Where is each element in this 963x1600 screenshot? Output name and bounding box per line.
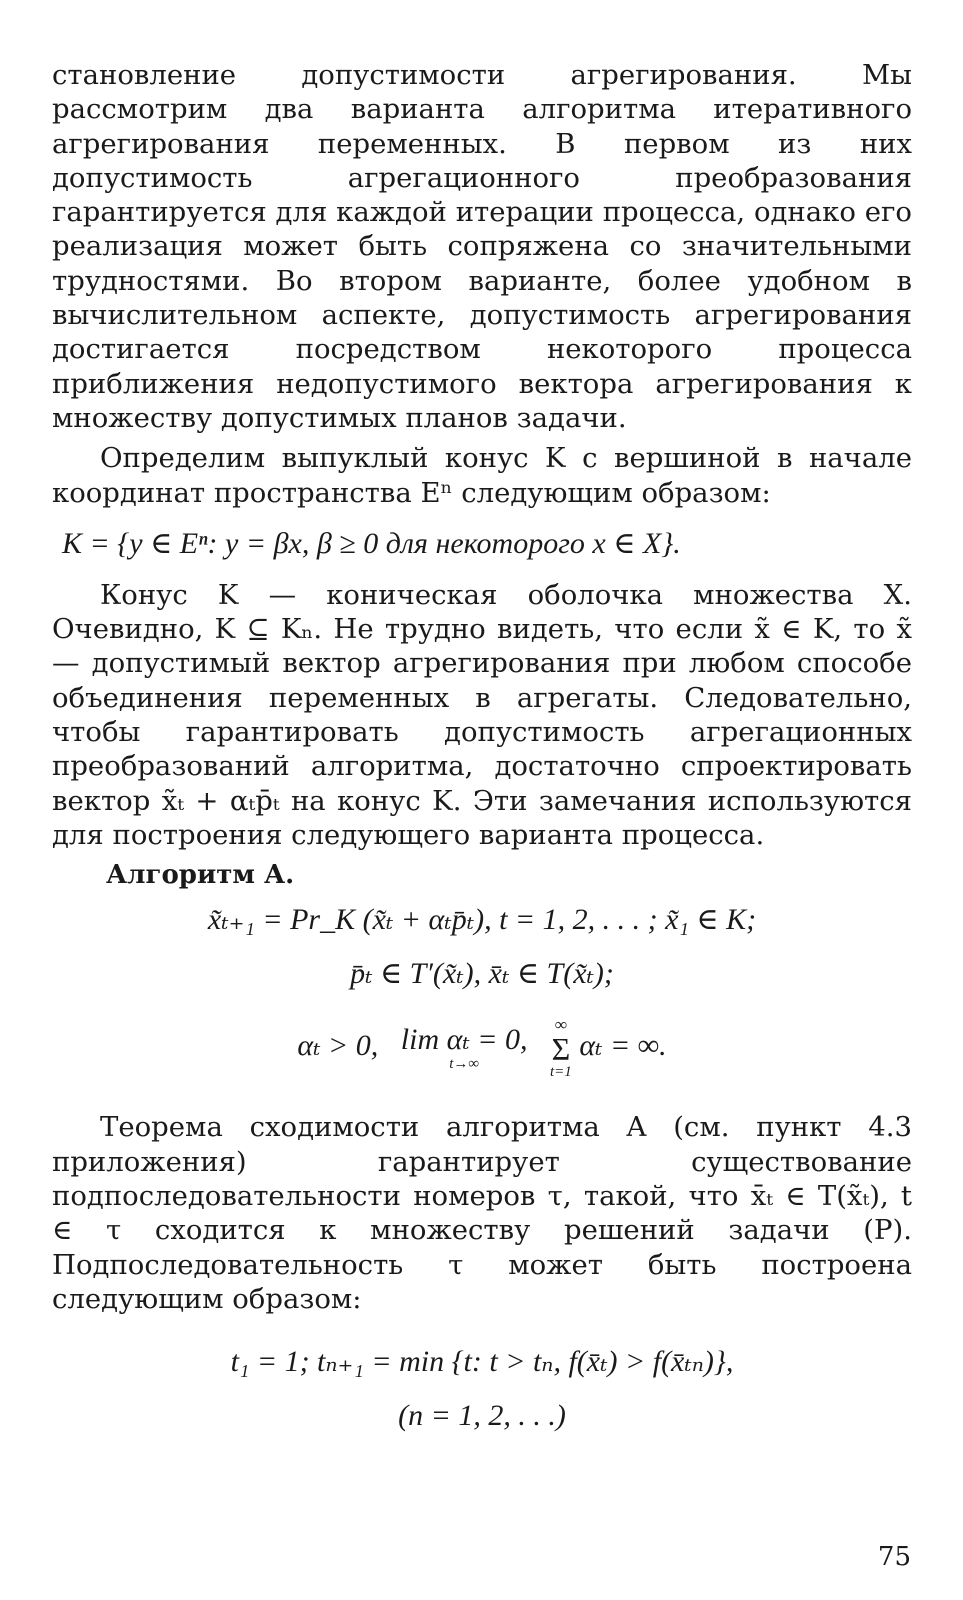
formula-limit-expression: lim αₜ = 0, [400,1022,528,1056]
formula-algorithm-line-2: p̄ₜ ∈ T′(x̃ₜ), x̄ₜ ∈ T(x̃ₜ); [350,957,614,991]
formula-sequence-line-2: (n = 1, 2, . . .) [398,1399,566,1433]
formula-sum-sigma: Σ [551,1031,571,1068]
page-number: 75 [877,1542,911,1572]
paragraph-1: становление допустимости агрегирования. Мы рассмотрим два варианта алгоритма итеративного агрегирования переменных. В первом из них допустимость агрегационного преобразования гарантируется для каждой итерации процесса, однако его реализация может быть сопряжена со значительными трудностями. Во втором варианте, более удобном в вычислительном аспекте, допустимость агрегирования достигается посредством некоторого процесса приближения недопустимого вектора агрегирования к множеству допустимых планов задачи. [52,59,912,434]
formula-sum [550,1016,572,1080]
formula-sequence-line-1: t₁ = 1; tₙ₊₁ = min {t: t > tₙ, f(x̄ₜ) > f(x̄ₜₙ)}, [230,1345,734,1379]
algorithm-heading: Алгоритм А. [106,860,295,891]
formula-sum-result: αₜ = ∞. [579,1029,667,1063]
formula-algorithm-line-3 [52,1016,912,1080]
formula-limit-subscript: t→∞ [449,1055,480,1072]
formula-sum-upper: ∞ [554,1015,567,1035]
formula-cone-definition: K = {y ∈ Eⁿ: y = βx, β ≥ 0 для некоторого x ∈ X}. [62,526,681,560]
algorithm-formulas [52,900,912,1080]
formula-sum-lower: t=1 [550,1064,572,1081]
paragraph-2: Определим выпуклый конус K с вершиной в начале координат пространства Eⁿ следующим образом: [52,442,912,509]
page-body [52,58,912,1436]
paragraph-3: Конус K — коническая оболочка множества X. Очевидно, K ⊆ Kₙ. Не трудно видеть, что если x̃ ∈ K, то x̃ — допустимый вектор агрегирования при любом способе объединения переменных в агрегаты. Следовательно, чтобы гарантировать допустимость агрегационных преобразований алгоритма, достаточно спроектировать вектор x̃ₜ + αₜp̄ₜ на конус K. Эти замечания используются для построения следующего варианта процесса. [52,578,912,851]
formula-alpha-positive: αₜ > 0, [297,1029,379,1063]
paragraph-4: Теорема сходимости алгоритма A (см. пункт 4.3 приложения) гарантирует существование подпоследовательности номеров τ, такой, что x̄ₜ ∈ T(x̃ₜ), t ∈ τ сходится к множеству решений задачи (P). Подпоследовательность τ может быть построена следующим образом: [52,1111,912,1315]
formula-algorithm-line-1: x̃ₜ₊₁ = Pr_K (x̃ₜ + αₜp̄ₜ), t = 1, 2, . . . ; x̃₁ ∈ K; [207,903,757,937]
formula-limit [400,1022,528,1072]
